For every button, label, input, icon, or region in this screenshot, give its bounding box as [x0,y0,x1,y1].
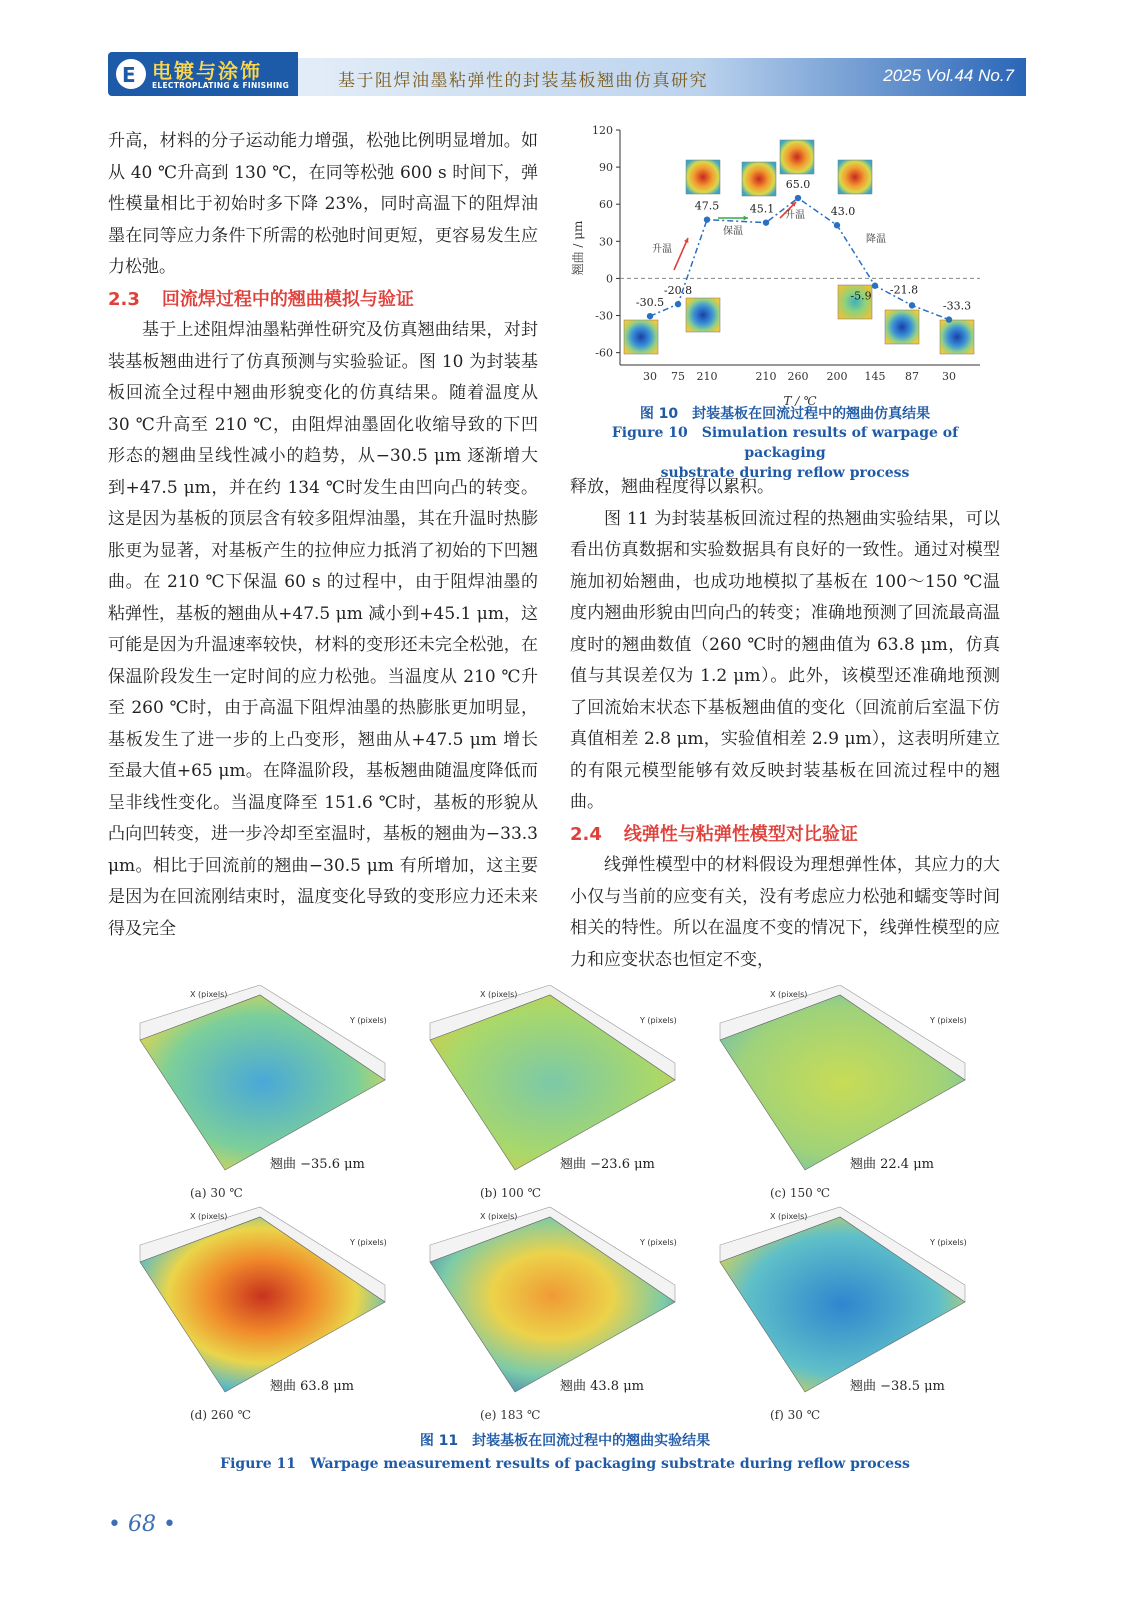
y-tick-label: 0 [606,272,613,286]
warpage-map-inset [624,320,658,354]
warpage-map-inset [838,160,872,194]
x-tick-label: 260 [787,370,809,383]
axis-y-label: Y (pixels) [930,1016,967,1025]
warpage-panel [720,985,967,1200]
journal-name-en: ELECTROPLATING & FINISHING [152,81,290,90]
y-tick-label: -60 [595,346,613,360]
paragraph: 线弹性模型中的材料假设为理想弹性体，其应力的大小仅与当前的应变有关，没有考虑应力松弛和蠕变等时间相关的特性。所以在温度不变的情况下，线弹性模型的应力和应变状态也恒定不变， [570,855,1000,970]
warpage-panel [430,985,677,1200]
data-point [946,316,952,322]
warpage-map-inset [780,140,814,174]
x-tick-label: 145 [864,370,886,383]
y-tick-label: -30 [595,309,613,323]
axis-y-label: Y (pixels) [640,1238,677,1247]
warpage-panel [140,985,387,1200]
warpage-map-inset [940,320,974,354]
warpage-map-inset [742,162,776,196]
warpage-value: 翘曲 43.8 μm [560,1379,644,1394]
journal-logo [108,52,298,96]
data-point [795,195,801,201]
warpage-map-inset [686,298,720,332]
panel-label: (b) 100 ℃ [480,1186,542,1200]
x-axis-label: T / ℃ [783,394,817,408]
left-column [108,126,538,945]
x-tick-label: 87 [905,370,919,383]
holding-arrow-head [744,216,748,221]
page-header [108,52,1026,96]
warpage-panel [430,1207,677,1422]
warpage-map-inset [885,310,919,344]
paragraph: 升高，材料的分子运动能力增强，松弛比例明显增加。如从 40 ℃升高到 130 ℃，在同等松弛 600 s 时间下，弹性模量相比于初始时多下降 23%，同时高温下的阻焊油墨在同等应力条件下所需的松弛时间更短，更容易发生应力松弛。 [108,131,538,277]
panel-label: (e) 183 ℃ [480,1408,541,1422]
x-tick-label: 75 [671,370,685,383]
axis-x-label: X (pixels) [770,990,808,999]
data-label: -30.5 [635,296,665,310]
data-label: 47.5 [694,199,720,213]
section-heading-2-4: 2.4 线弹性与粘弹性模型对比验证 [570,823,858,845]
data-point [763,219,769,225]
logo-e-icon: E [116,59,146,89]
warpage-map-inset [686,160,720,194]
data-label: 45.1 [749,202,775,216]
stage-annotation: 升温 [785,210,805,221]
x-tick-label: 210 [696,370,718,383]
axis-y-label: Y (pixels) [350,1016,387,1025]
data-point [675,301,681,307]
y-tick-label: 30 [599,235,613,249]
volume-info: 2025 Vol.44 No.7 [883,66,1014,85]
right-column [570,472,1000,976]
page-number: • 68 • [108,1512,176,1537]
heating-arrow [674,238,688,270]
warpage-value: 翘曲 −38.5 μm [850,1379,945,1394]
paragraph: 基于上述阻焊油墨粘弹性研究及仿真翘曲结果，对封装基板翘曲进行了仿真预测与实验验证。图 10 为封装基板回流全过程中翘曲形貌变化的仿真结果。随着温度从 30 ℃升高至 210 ℃，由阻焊油墨固化收缩导致的下凹形态的翘曲呈线性减小的趋势，从−30.5 μm 逐渐增大到+47.5 μm，并在约 134 ℃时发生由凹向凸的转变。这是因为基板的顶层含有较多阻焊油墨，其在升温时热膨胀更为显著，对基板产生的拉伸应力抵消了初始的下凹翘曲。在 210 ℃下保温 60 s 的过程中，由于阻焊油墨的粘弹性，基板的翘曲从+47.5 μm 减小到+45.1 μm，这可能是因为升温速率较快，材料的变形还未完全松弛，在保温阶段发生一定时间的应力松弛。当温度从 210 ℃升至 260 ℃时，由于高温下阻焊油墨的热膨胀更加明显，基板发生了进一步的上凸变形，翘曲从+47.5 μm 增长至最大值+65 μm。在降温阶段，基板翘曲随温度降低而呈非线性变化。当温度降至 151.6 ℃时，基板的形貌从凸向凹转变，进一步冷却至室温时，基板的翘曲为−33.3 μm。相比于回流前的翘曲−30.5 μm 有所增加，这主要是因为在回流刚结束时，温度变化导致的变形应力还未来得及完全 [108,320,538,939]
warpage-panel [720,1207,967,1422]
data-point [872,283,878,289]
y-tick-label: 120 [592,124,613,137]
section-heading-2-3: 2.3 回流焊过程中的翘曲模拟与验证 [108,288,414,310]
axis-x-label: X (pixels) [480,990,518,999]
data-point [647,313,653,319]
panel-label: (a) 30 ℃ [190,1186,243,1200]
axis-x-label: X (pixels) [190,990,228,999]
warpage-value: 翘曲 −23.6 μm [560,1157,655,1172]
data-point [704,216,710,222]
figure-11-caption: 图 11 封装基板在回流过程中的翘曲实验结果 Figure 11 Warpage measurement results of packaging substrate during reflow process [220,1433,910,1472]
axis-y-label: Y (pixels) [350,1238,387,1247]
warpage-panel [140,1207,387,1422]
stage-annotation: 保温 [723,226,743,237]
axis-x-label: X (pixels) [480,1212,518,1221]
y-tick-label: 90 [599,161,613,175]
data-label: -20.8 [663,284,693,298]
data-point [909,302,915,308]
journal-name-cn: 电镀与涂饰 [152,59,262,83]
axis-x-label: X (pixels) [190,1212,228,1221]
running-title: 基于阻焊油墨粘弹性的封装基板翘曲仿真研究 [338,71,708,91]
panel-label: (f) 30 ℃ [770,1408,821,1422]
figure-11-panels [130,985,1000,1425]
x-tick-label: 210 [755,370,777,383]
panel-label: (c) 150 ℃ [770,1186,831,1200]
paragraph: 图 11 为封装基板回流过程的热翘曲实验结果，可以看出仿真数据和实验数据具有良好的一致性。通过对模型施加初始翘曲，也成功地模拟了基板在 100～150 ℃温度内翘曲形貌由凹向凸的转变；准确地预测了回流最高温度时的翘曲数值（260 ℃时的翘曲值为 63.8 μm，仿真值与其误差仅为 1.2 μm）。此外，该模型还准确地预测了回流始末状态下基板翘曲值的变化（回流前后室温下仿真值相差 2.8 μm，实验值相差 2.9 μm），这表明所建立的有限元模型能够有效反映封装基板在回流过程中的翘曲。 [570,508,1000,812]
figure-10-chart [570,120,990,420]
stage-annotation: 降温 [866,234,886,245]
data-point [834,222,840,228]
x-tick-label: 200 [826,370,848,383]
warpage-value: 翘曲 −35.6 μm [270,1157,365,1172]
figure-10-caption: 图 10 封装基板在回流过程中的翘曲仿真结果 Figure 10 Simulation results of warpage of packaging substrate during reflow process [611,406,959,481]
panel-label: (d) 260 ℃ [190,1408,252,1422]
y-axis-label: 翘曲 / μm [571,220,585,276]
data-label: -5.9 [850,289,872,303]
data-label: -21.8 [889,283,919,297]
axis-y-label: Y (pixels) [640,1016,677,1025]
y-tick-label: 60 [599,198,613,212]
data-label: 43.0 [830,205,856,219]
warpage-value: 翘曲 63.8 μm [270,1379,354,1394]
stage-annotation: 升温 [652,244,672,255]
warpage-value: 翘曲 22.4 μm [850,1157,934,1172]
x-tick-label: 30 [643,370,657,383]
axis-x-label: X (pixels) [770,1212,808,1221]
paragraph: 释放，翘曲程度得以累积。 [570,477,774,497]
x-tick-label: 30 [942,370,956,383]
data-label: 65.0 [785,178,811,192]
axis-y-label: Y (pixels) [930,1238,967,1247]
data-label: -33.3 [942,299,972,313]
